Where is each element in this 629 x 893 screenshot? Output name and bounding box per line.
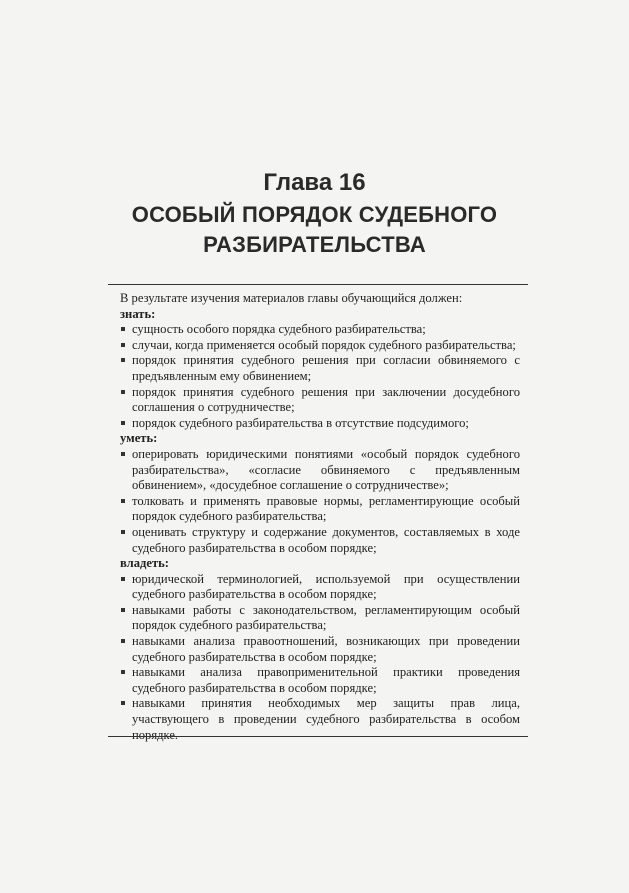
section-label-master: владеть: bbox=[120, 556, 169, 571]
section-label-be-able: уметь: bbox=[120, 431, 158, 446]
list-item: порядок судебного разбирательства в отсутствие подсудимого; bbox=[120, 416, 520, 432]
list-item: порядок принятия судебного решения при заключении досудебного соглашения о сотрудничестве; bbox=[120, 385, 520, 416]
list-item: оценивать структуру и содержание документов, составляемых в ходе судебного разбирательства в особом порядке; bbox=[120, 525, 520, 556]
list-item: порядок принятия судебного решения при согласии обвиняемого с предъявленным ему обвинением; bbox=[120, 353, 520, 384]
list-item: навыками анализа правоприменительной практики проведения судебного разбирательства в особом порядке; bbox=[120, 665, 520, 696]
list-item: навыками работы с законодательством, регламентирующим особый порядок судебного разбирательства; bbox=[120, 603, 520, 634]
list-item: толковать и применять правовые нормы, регламентирующие особый порядок судебного разбирательства; bbox=[120, 494, 520, 525]
list-item: навыками анализа правоотношений, возникающих при проведении судебного разбирательства в особом порядке; bbox=[120, 634, 520, 665]
bottom-divider bbox=[108, 736, 528, 737]
top-divider bbox=[108, 284, 528, 285]
list-item: случаи, когда применяется особый порядок судебного разбирательства; bbox=[120, 338, 520, 354]
skills-list bbox=[120, 447, 520, 556]
chapter-number: Глава 16 bbox=[263, 169, 366, 196]
chapter-title bbox=[0, 200, 629, 260]
list-item: навыками принятия необходимых мер защиты прав лица, участвующего в проведении судебного разбирательства в особом порядке. bbox=[120, 696, 520, 743]
outcomes-intro: В результате изучения материалов главы обучающийся должен: bbox=[120, 291, 463, 305]
list-item: сущность особого порядка судебного разбирательства; bbox=[120, 322, 520, 338]
list-item: оперировать юридическими понятиями «особый порядок судебного разбирательства», «согласие обвиняемого с предъявленным обвинением», «досудебное соглашение о сотрудничестве»; bbox=[120, 447, 520, 494]
mastery-list bbox=[120, 572, 520, 744]
chapter-title-line-1: ОСОБЫЙ ПОРЯДОК СУДЕБНОГО bbox=[131, 202, 498, 227]
know-list bbox=[120, 322, 520, 431]
list-item: юридической терминологией, используемой при осуществлении судебного разбирательства в особом порядке; bbox=[120, 572, 520, 603]
section-label-know: знать: bbox=[120, 306, 156, 321]
chapter-title-line-2: РАЗБИРАТЕЛЬСТВА bbox=[203, 232, 426, 257]
chapter-heading bbox=[0, 168, 629, 260]
learning-outcomes-box bbox=[120, 291, 520, 743]
